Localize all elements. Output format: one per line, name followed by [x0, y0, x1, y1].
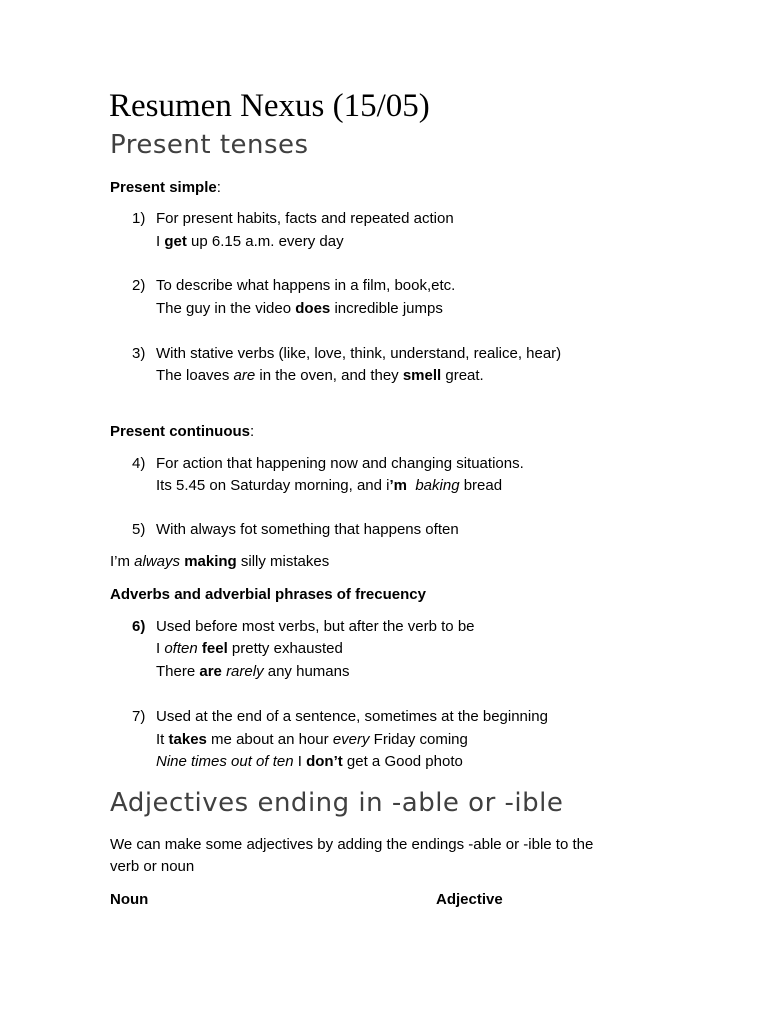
- list-item-description: Used before most verbs, but after the verb to be: [156, 618, 475, 635]
- list-item-description: Used at the end of a sentence, sometimes at the beginning: [156, 708, 548, 725]
- present-continuous-label: Present continuous:: [110, 423, 255, 440]
- list-number: 6): [132, 618, 146, 635]
- section-heading-present-tenses: Present tenses: [110, 130, 309, 160]
- list-item-example: It takes me about an hour every Friday coming: [156, 731, 468, 748]
- column-header-noun: Noun: [110, 891, 149, 908]
- section-heading-adjectives: Adjectives ending in -able or -ible: [110, 788, 564, 818]
- list-item-description: With stative verbs (like, love, think, understand, realice, hear): [156, 345, 562, 362]
- list-item-example: I often feel pretty exhausted: [156, 640, 343, 657]
- list-item-example: Its 5.45 on Saturday morning, and i’m baking bread: [156, 477, 503, 494]
- list-number: 7): [132, 708, 146, 725]
- paragraph-line: We can make some adjectives by adding the endings -able or -ible to the: [110, 836, 594, 853]
- list-item-example: Nine times out of ten I don’t get a Good photo: [156, 753, 463, 770]
- list-number: 1): [132, 210, 146, 227]
- paragraph-line: verb or noun: [110, 858, 195, 875]
- list-number: 4): [132, 455, 146, 472]
- list-number: 5): [132, 521, 146, 538]
- example-sentence: I’m always making silly mistakes: [110, 553, 330, 570]
- column-header-adjective: Adjective: [436, 891, 503, 908]
- list-item-description: With always fot something that happens often: [156, 521, 459, 538]
- list-item-example: The guy in the video does incredible jumps: [156, 300, 443, 317]
- list-item-description: To describe what happens in a film, book,etc.: [156, 277, 456, 294]
- list-item-description: For action that happening now and changing situations.: [156, 455, 524, 472]
- document-title: Resumen Nexus (15/05): [109, 88, 430, 124]
- adverbs-heading: Adverbs and adverbial phrases of frecuency: [110, 586, 426, 603]
- list-number: 2): [132, 277, 146, 294]
- present-simple-label: Present simple:: [110, 179, 221, 196]
- list-item-example: The loaves are in the oven, and they smell great.: [156, 367, 484, 384]
- list-item-example: I get up 6.15 a.m. every day: [156, 233, 344, 250]
- list-item-example: There are rarely any humans: [156, 663, 350, 680]
- list-item-description: For present habits, facts and repeated action: [156, 210, 454, 227]
- list-number: 3): [132, 345, 146, 362]
